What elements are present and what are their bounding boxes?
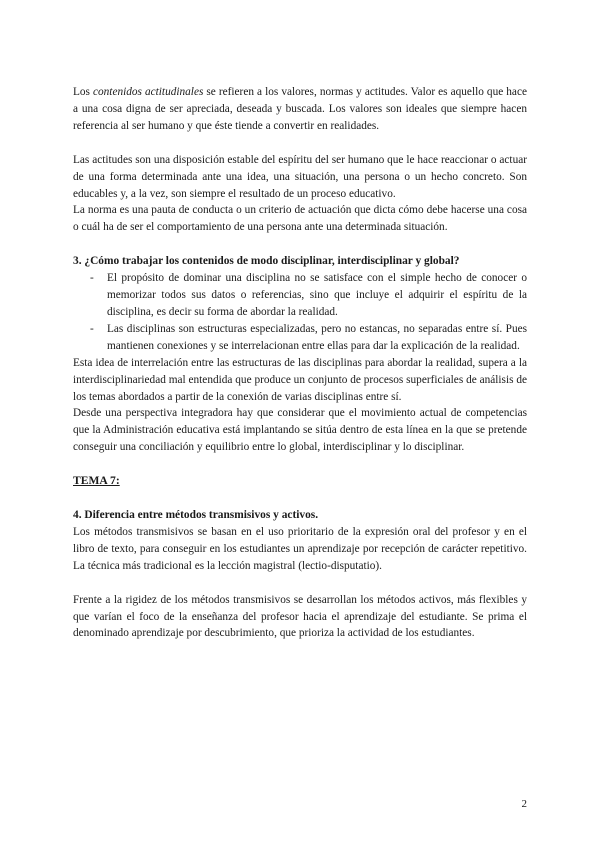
list-item: - El propósito de dominar una disciplina no se satisface con el simple hecho de conocer o memorizar todos sus datos o referencias, sino que incluye el adquirir el espíritu de la disciplina, es decir su forma de abordar la realidad. — [90, 272, 527, 318]
section-4-heading: 4. Diferencia entre métodos transmisivos y activos. — [73, 509, 319, 522]
section-4-paragraph-1: Los métodos transmisivos se basan en el uso prioritario de la expresión oral del profesor y en el libro de texto, para conseguir en los estudiantes un aprendizaje por recepción de carácter repetitivo. La técnica más tradicional es la lección magistral (lectio-disputatio). — [73, 525, 527, 572]
page-number: 2 — [521, 798, 527, 810]
intro-rest: se refieren a los valores, normas y actitudes. Valor es aquello que hace a una cosa digna de ser apreciada, deseada y buscada. Los valores son ideales que siempre hacen referencia al ser humano y que éste tiende a convertir en realidades. — [73, 86, 527, 132]
section-3-paragraph-2: Desde una perspectiva integradora hay que considerar que el movimiento actual de competencias que la Administración educativa está implantando se sitúa dentro de esta línea en la que se pretende conseguir una conciliación y equilibrio entre lo global, interdisciplinar y lo disciplinar. — [73, 407, 527, 454]
actitudes-paragraph: Las actitudes son una disposición estable del espíritu del ser humano que le hace reaccionar o actuar de una forma determinada ante una idea, una situación, una persona o un hecho concreto. Son educables y, a la vez, son siempre el resultado de un proceso educativo. — [73, 153, 527, 200]
document-body — [73, 84, 527, 642]
norma-paragraph: La norma es una pauta de conducta o un criterio de actuación que dicta cómo debe hacerse una cosa o cuál ha de ser el comportamiento de una persona ante una determinada situación. — [73, 204, 527, 234]
intro-emphasis: contenidos actitudinales — [93, 86, 204, 98]
intro-lead: Los — [73, 86, 93, 98]
section-3-bullets — [73, 270, 527, 355]
section-3-heading: 3. ¿Cómo trabajar los contenidos de modo disciplinar, interdisciplinar y global? — [73, 255, 460, 268]
intro-paragraph — [73, 84, 527, 135]
list-item: - Las disciplinas son estructuras especializadas, pero no estancas, no separadas entre sí. Pues mantienen conexiones y se interrelacionan entre ellas para dar la explicación de la realidad. — [90, 322, 527, 352]
section-3-paragraph-1: Esta idea de interrelación entre las estructuras de las disciplinas para abordar la realidad, supera a la interdisciplinariedad mal entendida que produce un conjunto de procesos superficiales de análisis de los temas abordados a partir de la conexión de varias disciplinas entre sí. — [73, 356, 527, 403]
tema-heading: TEMA 7: — [73, 474, 120, 488]
section-4-paragraph-2: Frente a la rigidez de los métodos transmisivos se desarrollan los métodos activos, más flexibles y que varían el foco de la enseñanza del profesor hacia el aprendizaje del estudiante. Se prima el denominado aprendizaje por descubrimiento, que prioriza la actividad de los estudiantes. — [73, 593, 527, 640]
